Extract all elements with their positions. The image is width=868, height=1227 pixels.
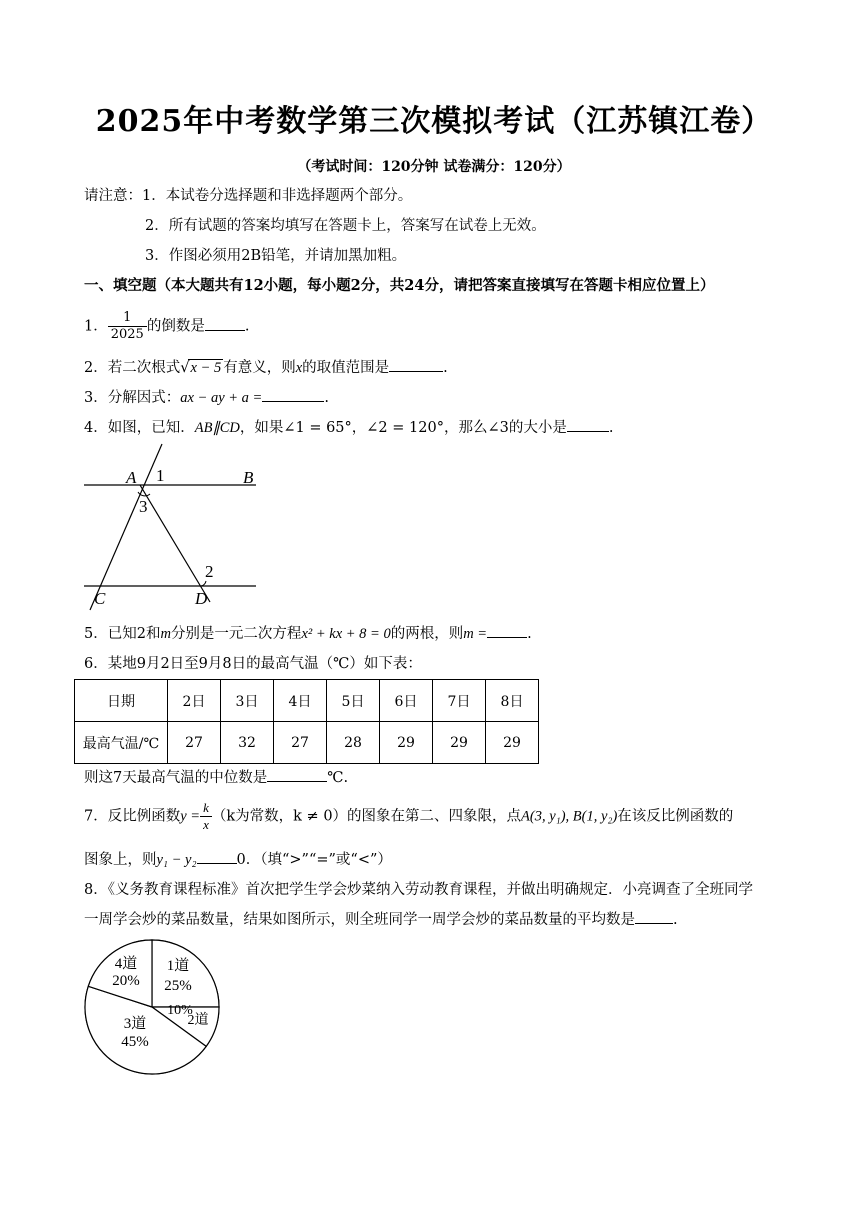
table-cell: 4日 [274,680,327,722]
label-1: 1 [156,466,165,485]
section-heading: 一、填空题（本大题共有12小题，每小题2分，共24分，请把答案直接填写在答题卡相应位置上） [84,277,715,294]
question-text: 的取值范围是 [302,360,390,376]
table-cell: 27 [168,722,221,764]
question-text: 图象上，则 [84,852,157,868]
answer-blank[interactable] [262,387,324,402]
punct: . [443,360,448,376]
fraction-denominator: 2025 [110,327,144,342]
table-row [75,680,539,722]
question-3 [84,386,329,407]
table-cell: 日期 [75,680,168,722]
question-text: 4．如图，已知． [84,420,195,436]
punct: . [324,390,329,406]
question-text: 则这7天最高气温的中位数是 [84,770,268,786]
table-cell: 2日 [168,680,221,722]
angle-2-arc [201,581,206,586]
punct: . [608,420,614,436]
exam-info: （考试时间：120分钟 试卷满分：120分） [297,159,571,175]
pie-category-label: 2道 [187,1013,209,1028]
table-cell: 6日 [380,680,433,722]
notice-lead: 请注意： [84,188,142,204]
expression: AB∥CD [194,420,240,436]
question-1 [84,310,249,343]
transversal-ad [140,485,210,602]
table-cell: 28 [327,722,380,764]
expression: m = [463,626,488,642]
question-number: 1． [84,318,108,335]
pie-category-label: 4道 [114,956,138,972]
question-text: 3．分解因式： [84,390,181,406]
punct: . [244,318,250,335]
variable: x [295,360,303,376]
question-text: 有意义，则 [223,360,296,376]
question-4 [84,416,613,437]
question-text: 2．若二次根式 [84,360,181,376]
table-cell: 7日 [433,680,486,722]
variable: m [160,626,171,642]
table-cell: 29 [380,722,433,764]
question-text: 的两根，则 [390,626,464,642]
question-text: （k为常数，k ≠ 0）的图象在第二、四象限，点 [211,808,522,825]
pie-percent-label: 25% [164,978,192,994]
question-7-line2 [84,848,392,869]
pie-percent-label: 20% [112,973,140,989]
question-text: ，如果∠1 = 65°，∠2 = 120°，那么∠3的大小是 [239,420,567,436]
pie-chart [80,938,228,1078]
notice-item: 2．所有试题的答案均填写在答题卡上，答案写在试卷上无效。 [145,218,546,234]
fraction [108,310,147,343]
answer-blank[interactable] [567,417,609,432]
sqrt-symbol: √ [180,360,190,376]
notice-item: 3．作图必须用2B铅笔，并请加黑加粗。 [145,248,407,264]
question-6-followup [84,766,348,787]
expression: A(3, y₁), B(1, y₂) [521,808,618,825]
question-text: ℃. [327,770,349,786]
table-cell: 5日 [327,680,380,722]
question-text: 一周学会炒的菜品数量，结果如图所示，则全班同学一周学会炒的菜品数量的平均数是 [84,912,635,928]
question-text: 5．已知2和 [84,626,161,642]
fraction [200,800,212,833]
table-cell: 27 [274,722,327,764]
table-cell: 32 [221,722,274,764]
table-cell: 29 [433,722,486,764]
question-text: 的倒数是 [146,318,205,335]
question-text: 7．反比例函数 [84,808,181,825]
expression: y = [180,808,201,825]
table-cell: 最高气温/℃ [75,722,168,764]
label-b: B [243,468,254,487]
pie-percent-label: 45% [121,1034,149,1050]
notice-item: 1．本试卷分选择题和非选择题两个部分。 [142,188,413,204]
label-c: C [94,589,106,608]
table-cell: 8日 [486,680,539,722]
question-5 [84,622,532,643]
question-6: 6．某地9月2日至9月8日的最高气温（℃）如下表： [84,656,422,672]
question-text: 0．（填“>”“=”或“<”） [236,852,392,868]
table-row [75,722,539,764]
label-d: D [195,589,208,608]
fraction-denominator: x [203,817,209,832]
notice-1 [84,184,412,205]
answer-blank[interactable] [267,767,327,782]
label-3: 3 [139,497,148,516]
expression: y₁ − y₂ [156,852,197,868]
radicand: x − 5 [190,360,222,376]
table-cell: 3日 [221,680,274,722]
question-text: 在该反比例函数的 [617,808,734,825]
temperature-table [74,679,539,764]
fraction-numerator: 1 [108,310,147,327]
question-2 [84,356,448,377]
parallel-lines-figure [80,442,265,614]
punct: . [673,912,678,928]
answer-blank[interactable] [205,316,245,331]
pie-category-label: 3道 [123,1016,147,1032]
pie-percent-label: 10% [167,1003,193,1018]
answer-blank[interactable] [389,357,443,372]
expression: ax − ay + a = [180,390,263,406]
page-title: 2025年中考数学第三次模拟考试（江苏镇江卷） [95,104,773,139]
label-2: 2 [205,562,214,581]
answer-blank[interactable] [487,623,527,638]
question-8-line2 [84,908,678,929]
equation: x² + kx + 8 = 0 [301,626,391,642]
answer-blank[interactable] [635,909,673,924]
answer-blank[interactable] [197,849,237,864]
punct: . [527,626,532,642]
table-cell: 29 [486,722,539,764]
question-text: 分别是一元二次方程 [170,626,302,642]
question-7 [84,800,733,833]
label-a: A [126,468,137,487]
fraction-numerator: k [200,800,212,817]
pie-category-label: 1道 [166,958,190,974]
question-8: 8．《义务教育课程标准》首次把学生学会炒菜纳入劳动教育课程，并做出明确规定．小亮调查了全班同学 [84,882,753,898]
